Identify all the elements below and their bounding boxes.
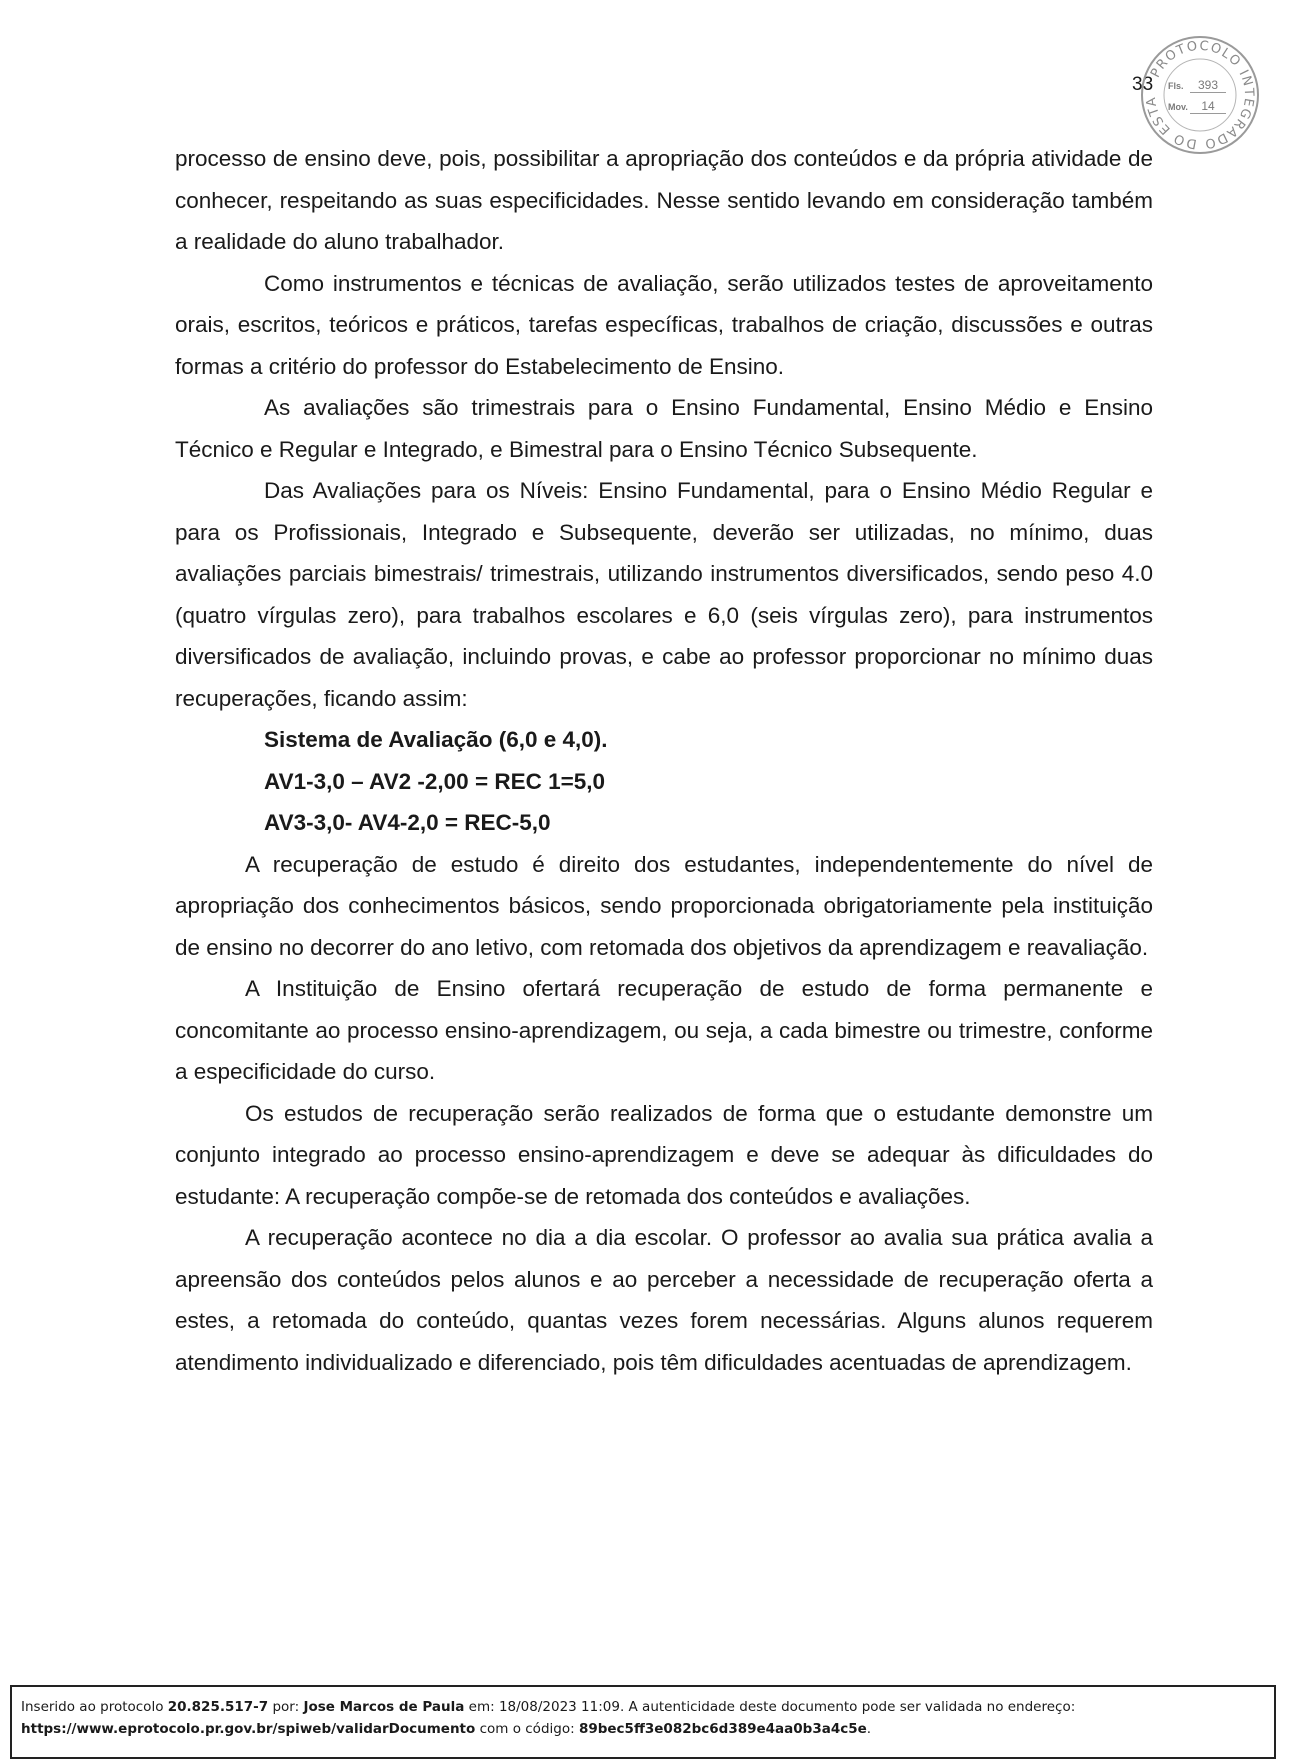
paragraph-1: processo de ensino deve, pois, possibilitar a apropriação dos conteúdos e da própria atividade de conhecer, respeitando as suas especificidades. Nesse sentido levando em consideração também a realidade do aluno trabalhador. xyxy=(175,146,1153,254)
stamp-mov-label: Mov. xyxy=(1168,102,1188,112)
stamp-fls-label: Fls. xyxy=(1168,81,1184,91)
page-number: 33 xyxy=(1132,74,1154,95)
stamp-fields xyxy=(1168,76,1226,118)
footer-line-1 xyxy=(21,1696,1264,1718)
document-body xyxy=(175,138,1153,1383)
paragraph-2: Como instrumentos e técnicas de avaliação, serão utilizados testes de aproveitamento orais, escritos, teóricos e práticos, tarefas específicas, trabalhos de criação, discussões e outras formas a critério do professor do Estabelecimento de Ensino. xyxy=(175,270,1153,379)
footer-text-inserted: Inserido ao protocolo xyxy=(21,1699,168,1715)
paragraph-8: A recuperação acontece no dia a dia escolar. O professor ao avalia sua prática avalia a apreensão dos conteúdos pelos alunos e ao perceber a necessidade de recuperação oferta a estes, a retomada do conteúdo, quantas vezes forem necessárias. Alguns alunos requerem atendimento individualizado e diferenciado, pois têm dificuldades acentuadas de aprendizagem. xyxy=(175,1225,1153,1375)
stamp-mov-value: 14 xyxy=(1190,99,1226,114)
authenticity-footer xyxy=(10,1685,1276,1759)
formula-line-3: AV3-3,0- AV4-2,0 = REC-5,0 xyxy=(264,810,551,835)
paragraph-7: Os estudos de recuperação serão realizados de forma que o estudante demonstre um conjunto integrado ao processo ensino-aprendizagem e deve se adequar às dificuldades do estudante: A recuperação compõe-se de retomada dos conteúdos e avaliações. xyxy=(175,1100,1153,1209)
footer-text-by: por: xyxy=(268,1699,304,1715)
footer-text-date: em: 18/08/2023 11:09. A autenticidade deste documento pode ser validada no endereço: xyxy=(464,1699,1076,1715)
paragraph-4: Das Avaliações para os Níveis: Ensino Fundamental, para o Ensino Médio Regular e para os Profissionais, Integrado e Subsequente, deverão ser utilizadas, no mínimo, duas avaliações parciais bimestrais/ trimestrais, utilizando instrumentos diversificados, sendo peso 4.0 (quatro vírgulas zero), para trabalhos escolares e 6,0 (seis vírgulas zero), para instrumentos diversificados de avaliação, incluindo provas, e cabe ao professor proporcionar no mínimo duas recuperações, ficando assim: xyxy=(175,478,1153,711)
formula-line-2: AV1-3,0 – AV2 -2,00 = REC 1=5,0 xyxy=(264,768,606,794)
stamp-fls-value: 393 xyxy=(1190,78,1226,93)
paragraph-3: As avaliações são trimestrais para o Ensino Fundamental, Ensino Médio e Ensino Técnico e Regular e Integrado, e Bimestral para o Ensino Técnico Subsequente. xyxy=(175,395,1153,462)
paragraph-6: A Instituição de Ensino ofertará recuperação de estudo de forma permanente e concomitante ao processo ensino-aprendizagem, ou seja, a cada bimestre ou trimestre, conforme a especificidade do curso. xyxy=(175,976,1153,1084)
protocol-stamp xyxy=(1138,33,1262,157)
footer-line-2 xyxy=(21,1718,1264,1740)
paragraph-5: A recuperação de estudo é direito dos estudantes, independentemente do nível de apropriação dos conhecimentos básicos, sendo proporcionada obrigatoriamente pela instituição de ensino no decorrer do ano letivo, com retomada dos objetivos da aprendizagem e reavaliação. xyxy=(175,851,1153,960)
footer-author: Jose Marcos de Paula xyxy=(303,1699,465,1715)
footer-protocol-number: 20.825.517-7 xyxy=(167,1699,269,1715)
formula-line-1: Sistema de Avaliação (6,0 e 4,0). xyxy=(264,727,608,752)
stamp-ring-text: PROTOCOLO INTEGRADO DO ESTA xyxy=(1143,38,1257,152)
footer-validation-code: 89bec5ff3e082bc6d389e4aa0b3a4c5e xyxy=(578,1721,867,1737)
footer-text-code: com o código: xyxy=(475,1721,579,1737)
footer-text-end: . xyxy=(866,1721,872,1737)
footer-validation-url[interactable]: https://www.eprotocolo.pr.gov.br/spiweb/validarDocumento xyxy=(21,1721,476,1737)
